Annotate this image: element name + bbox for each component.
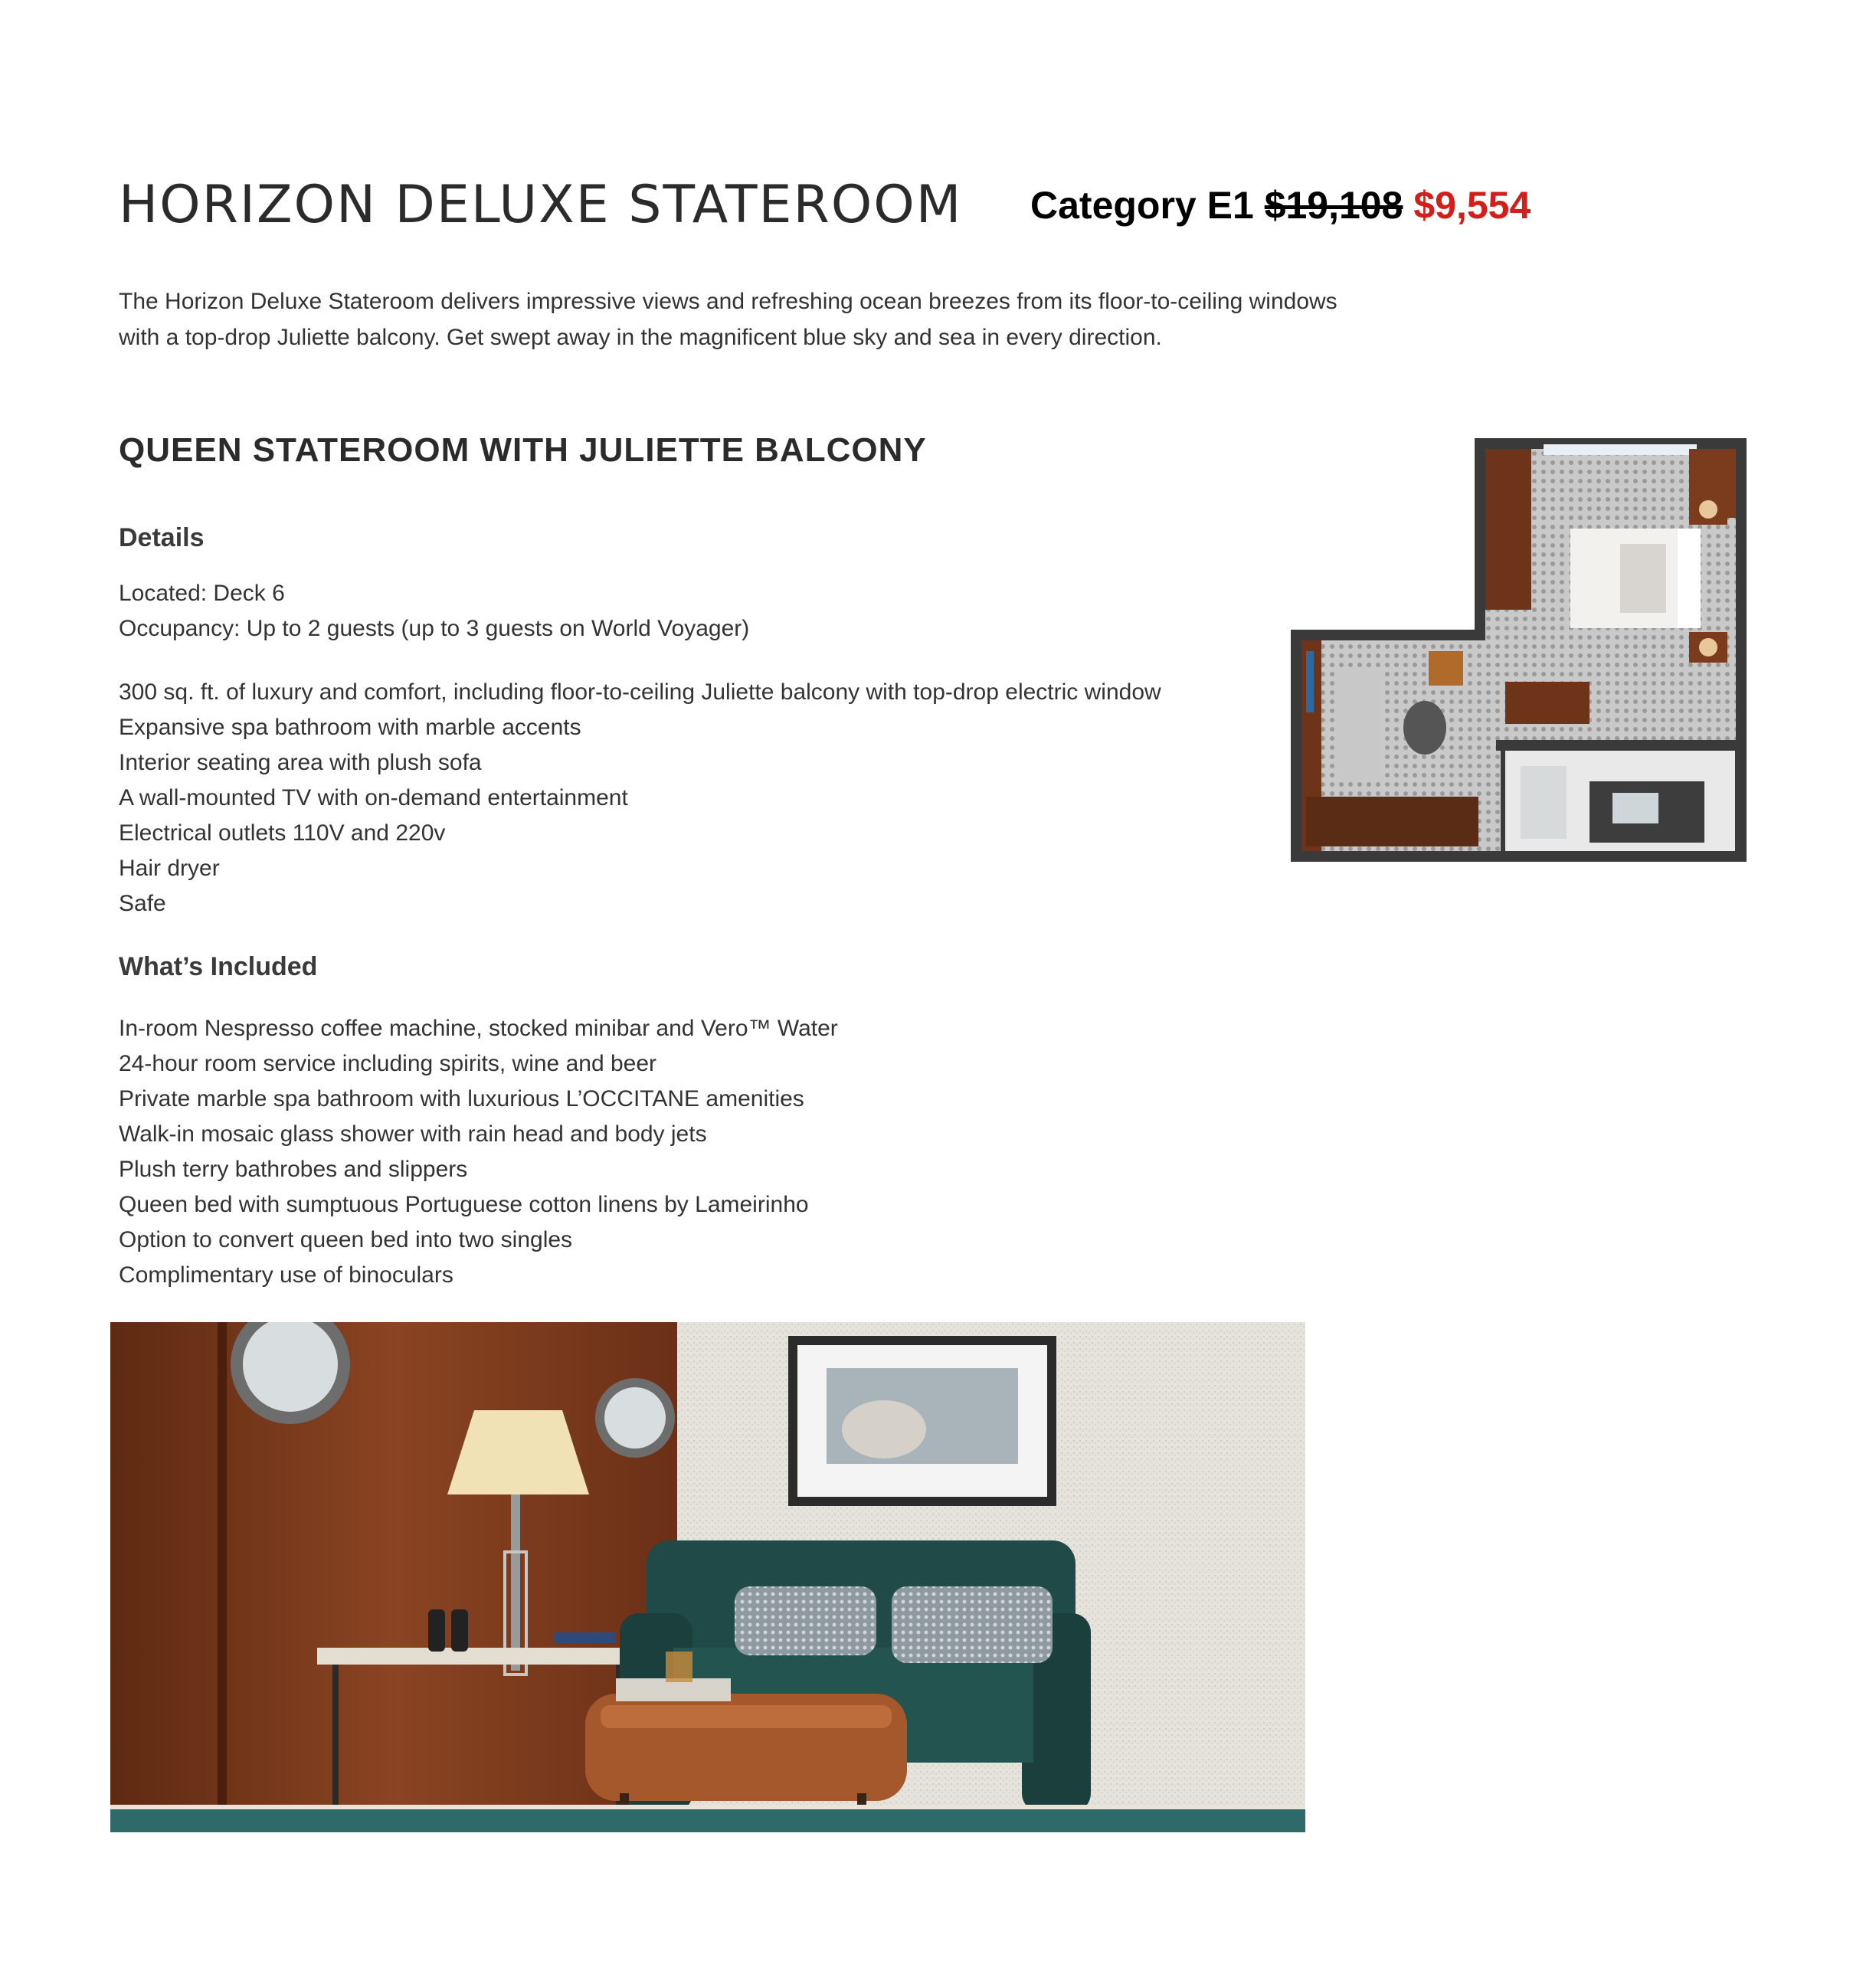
stateroom-interior-photo [110,1322,1305,1832]
intro-paragraph: The Horizon Deluxe Stateroom delivers impressive views and refreshing ocean breezes from its floor-to-ceiling windows with a top-drop Juliette balcony. Get swept away in the magnificent blue sky and sea in every direction. [119,289,1337,350]
list-item: 300 sq. ft. of luxury and comfort, including floor-to-ceiling Juliette balcony with top-drop electric window [119,679,1161,705]
list-item: Hair dryer [119,856,220,881]
list-item: Located: Deck 6 [119,581,285,606]
room-heading: QUEEN STATEROOM WITH JULIETTE BALCONY [119,431,927,469]
list-item: In-room Nespresso coffee machine, stocked minibar and Vero™ Water [119,1016,838,1041]
details-features-list [119,675,1161,922]
details-heading: Details [119,523,205,552]
list-item: Private marble spa bathroom with luxurious L’OCCITANE amenities [119,1086,804,1111]
list-item: A wall-mounted TV with on-demand entertainment [119,785,628,810]
price-line [1030,181,1531,230]
included-list [119,1011,838,1293]
list-item: Occupancy: Up to 2 guests (up to 3 guests on World Voyager) [119,616,750,641]
list-item: Safe [119,891,166,916]
list-item: Interior seating area with plush sofa [119,750,482,775]
page-title: HORIZON DELUXE STATEROOM [119,175,963,235]
details-basic-list [119,576,749,647]
category-label: Category E1 [1030,184,1254,227]
list-item: Complimentary use of binoculars [119,1262,453,1288]
original-price: $19,108 [1264,184,1403,227]
stateroom-floorplan-image [1291,421,1750,866]
included-heading: What’s Included [119,952,318,981]
list-item: Plush terry bathrobes and slippers [119,1157,468,1182]
list-item: Queen bed with sumptuous Portuguese cotton linens by Lameirinho [119,1192,809,1217]
list-item: Electrical outlets 110V and 220v [119,820,446,846]
sale-price: $9,554 [1413,184,1531,227]
list-item: 24-hour room service including spirits, wine and beer [119,1051,657,1076]
list-item: Option to convert queen bed into two singles [119,1227,573,1252]
list-item: Walk-in mosaic glass shower with rain head and body jets [119,1121,707,1147]
list-item: Expansive spa bathroom with marble accents [119,715,581,740]
